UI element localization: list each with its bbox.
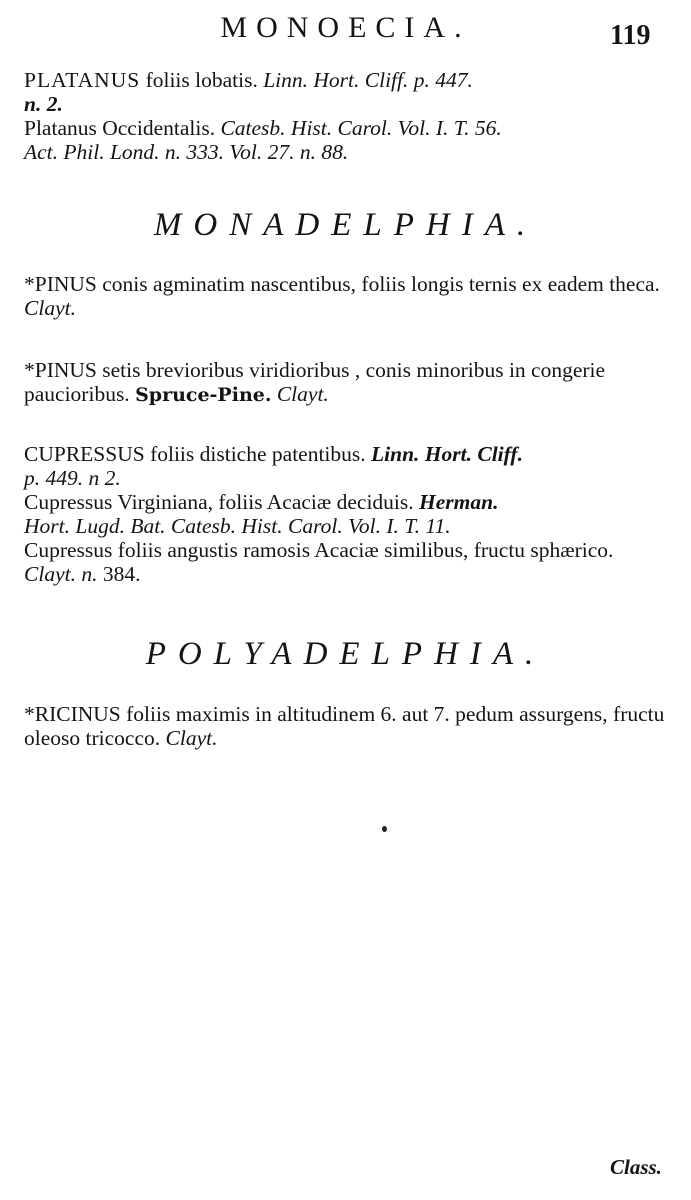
section-heading-monadelphia: MONADELPHIA. [153,207,538,243]
entry-pinus-2 [24,358,670,407]
entry-line [24,490,670,538]
reference: Clayt. n. [24,562,98,586]
entry-cupressus [24,442,670,586]
entry-platanus [24,68,670,164]
ink-speck [382,826,387,832]
description: foliis distiche patentibus. [144,442,372,466]
genus-name: PLATANUS [24,68,141,92]
reference: Clayt. [165,726,218,750]
reference: p. 449. n 2. [24,466,121,490]
running-title: MONOECIA. [220,11,471,44]
catchword: Class. [610,1155,662,1179]
reference: Clayt. [24,296,76,320]
section-heading-polyadelphia: POLYADELPHIA. [145,636,546,672]
reference: Linn. Hort. Cliff. p. 447. [263,68,473,92]
entry-line [24,538,670,586]
description: foliis lobatis. [140,68,264,92]
genus-name: *PINUS [24,272,97,296]
genus-name: *RICINUS [24,702,121,726]
reference: Catesb. Hist. Carol. Vol. I. T. 56. [220,116,502,140]
description: setis brevioribus viridioribus , conis minoribus in congerie paucioribus. [24,358,606,406]
page-number: 119 [610,20,651,51]
entry-line [24,702,670,750]
genus-name: *PINUS [24,358,97,382]
reference: n. 2. [24,92,63,116]
entry-line [24,272,670,320]
reference-number: 384. [97,562,141,586]
reference: Herman. [419,490,499,514]
reference: Clayt. [271,382,329,406]
entry-line [24,116,670,164]
description: Platanus Occidentalis. [24,116,221,140]
reference: Act. Phil. Lond. n. 333. Vol. 27. n. 88. [24,140,349,164]
common-name: Spruce-Pine. [135,384,272,406]
reference: Hort. Lugd. Bat. Catesb. Hist. Carol. Vol. I. T. 11. [24,514,451,538]
entry-pinus-1 [24,272,670,320]
genus-name: CUPRESSUS [24,442,145,466]
entry-line [24,442,670,490]
entry-line [24,358,670,407]
description: Cupressus Virginiana, foliis Acaciæ deciduis. [24,490,420,514]
description: Cupressus foliis angustis ramosis Acaciæ similibus, fructu sphærico. [24,538,614,562]
entry-ricinus [24,702,670,750]
description: foliis maximis in altitudinem 6. aut 7. pedum assurgens, fructu oleoso tricocco. [24,702,665,750]
description: conis agminatim nascentibus, foliis longis ternis ex eadem theca. [96,272,660,296]
reference: Linn. Hort. Cliff. [371,442,523,466]
entry-line [24,68,670,116]
